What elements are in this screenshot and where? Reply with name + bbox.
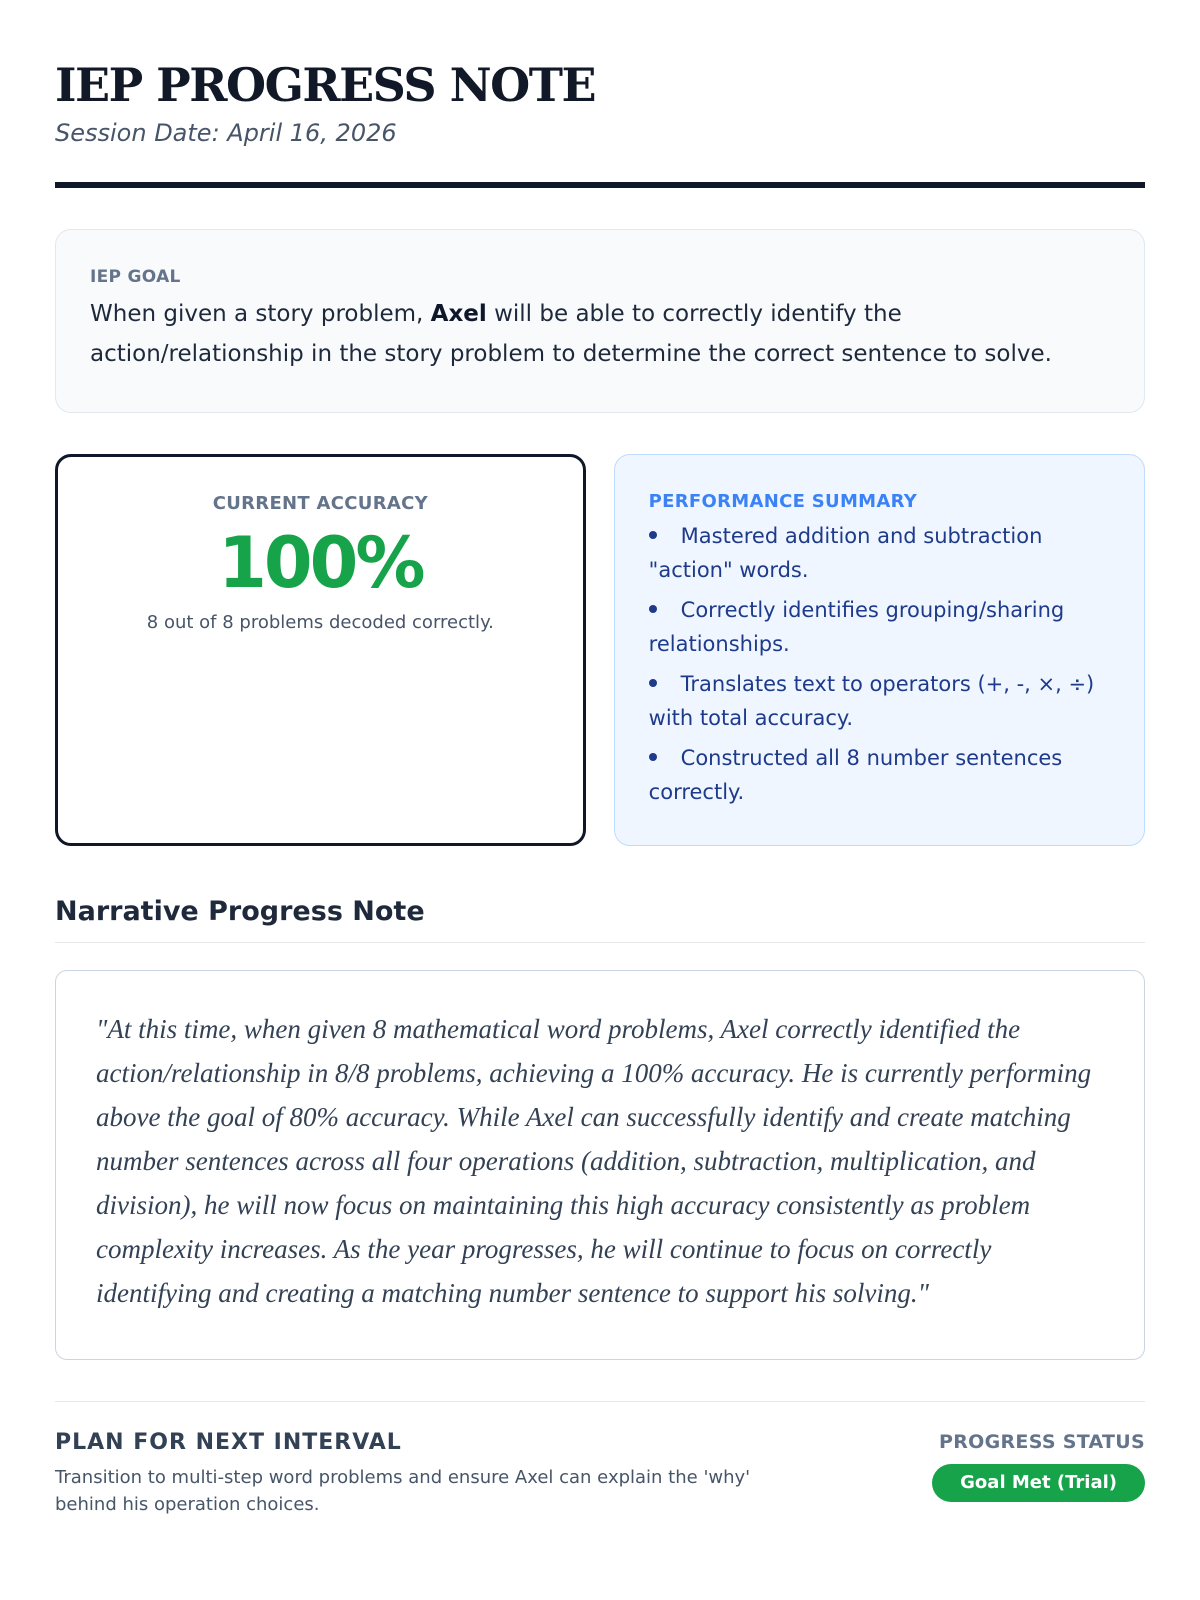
bullet-icon [649, 531, 657, 539]
bullet-icon [649, 605, 657, 613]
performance-item-text: Constructed all 8 number sentences correctly. [648, 746, 1063, 804]
metrics-row [55, 454, 1145, 846]
progress-status-section [932, 1428, 1145, 1518]
performance-summary-list [649, 519, 1110, 809]
performance-item [649, 519, 1110, 587]
current-accuracy-card [55, 454, 586, 846]
current-accuracy-note: 8 out of 8 problems decoded correctly. [146, 612, 494, 633]
performance-item [649, 741, 1110, 809]
iep-goal-label: IEP GOAL [90, 267, 181, 287]
bullet-icon [649, 753, 657, 761]
performance-item [649, 667, 1110, 735]
page-title: IEP PROGRESS NOTE [55, 58, 595, 112]
student-name: Axel [430, 301, 487, 327]
header [55, 0, 1145, 188]
status-badge: Goal Met (Trial) [932, 1464, 1145, 1502]
narrative-card [55, 970, 1145, 1360]
performance-item-text: Translates text to operators (+, -, ×, ÷) with total accuracy. [648, 672, 1095, 730]
progress-status-label: PROGRESS STATUS [938, 1431, 1145, 1453]
bullet-icon [649, 679, 657, 687]
plan-label: PLAN FOR NEXT INTERVAL [55, 1430, 402, 1455]
header-divider [55, 182, 1145, 188]
plan-text: Transition to multi-step word problems and ensure Axel can explain the 'why' behind his operation choices. [55, 1467, 751, 1515]
plan-section [55, 1428, 775, 1518]
current-accuracy-label: CURRENT ACCURACY [212, 493, 428, 514]
performance-item [649, 593, 1110, 661]
performance-summary-label: PERFORMANCE SUMMARY [648, 491, 918, 512]
footer [55, 1428, 1145, 1518]
session-date: Session Date: April 16, 2026 [55, 119, 397, 147]
narrative-text: "At this time, when given 8 mathematical word problems, Axel correctly identified the action/relationship in 8/8 problems, achieving a 100% accuracy. He is currently performing above the goal of 80% accuracy. While Axel can successfully identify and create matching number sentences across all four operations (addition, subtraction, multiplication, and division), he will now focus on maintaining this high accuracy consistently as problem complexity increases. As the year progresses, he will continue to focus on correctly identifying and creating a matching number sentence to support his solving." [96, 1014, 1092, 1308]
iep-goal-text [90, 294, 1110, 374]
narrative-heading: Narrative Progress Note [55, 894, 1145, 943]
iep-goal-card [55, 229, 1145, 413]
performance-item-text: Correctly identifies grouping/sharing relationships. [648, 598, 1065, 656]
current-accuracy-value: 100% [218, 522, 423, 604]
footer-divider [55, 1401, 1145, 1402]
goal-text-after: will be able to correctly identify the action/relationship in the story problem to determine the correct sentence to solve. [90, 301, 1052, 367]
performance-summary-card [614, 454, 1145, 846]
performance-item-text: Mastered addition and subtraction "action" words. [648, 524, 1043, 582]
goal-text-before: When given a story problem, [90, 301, 431, 327]
